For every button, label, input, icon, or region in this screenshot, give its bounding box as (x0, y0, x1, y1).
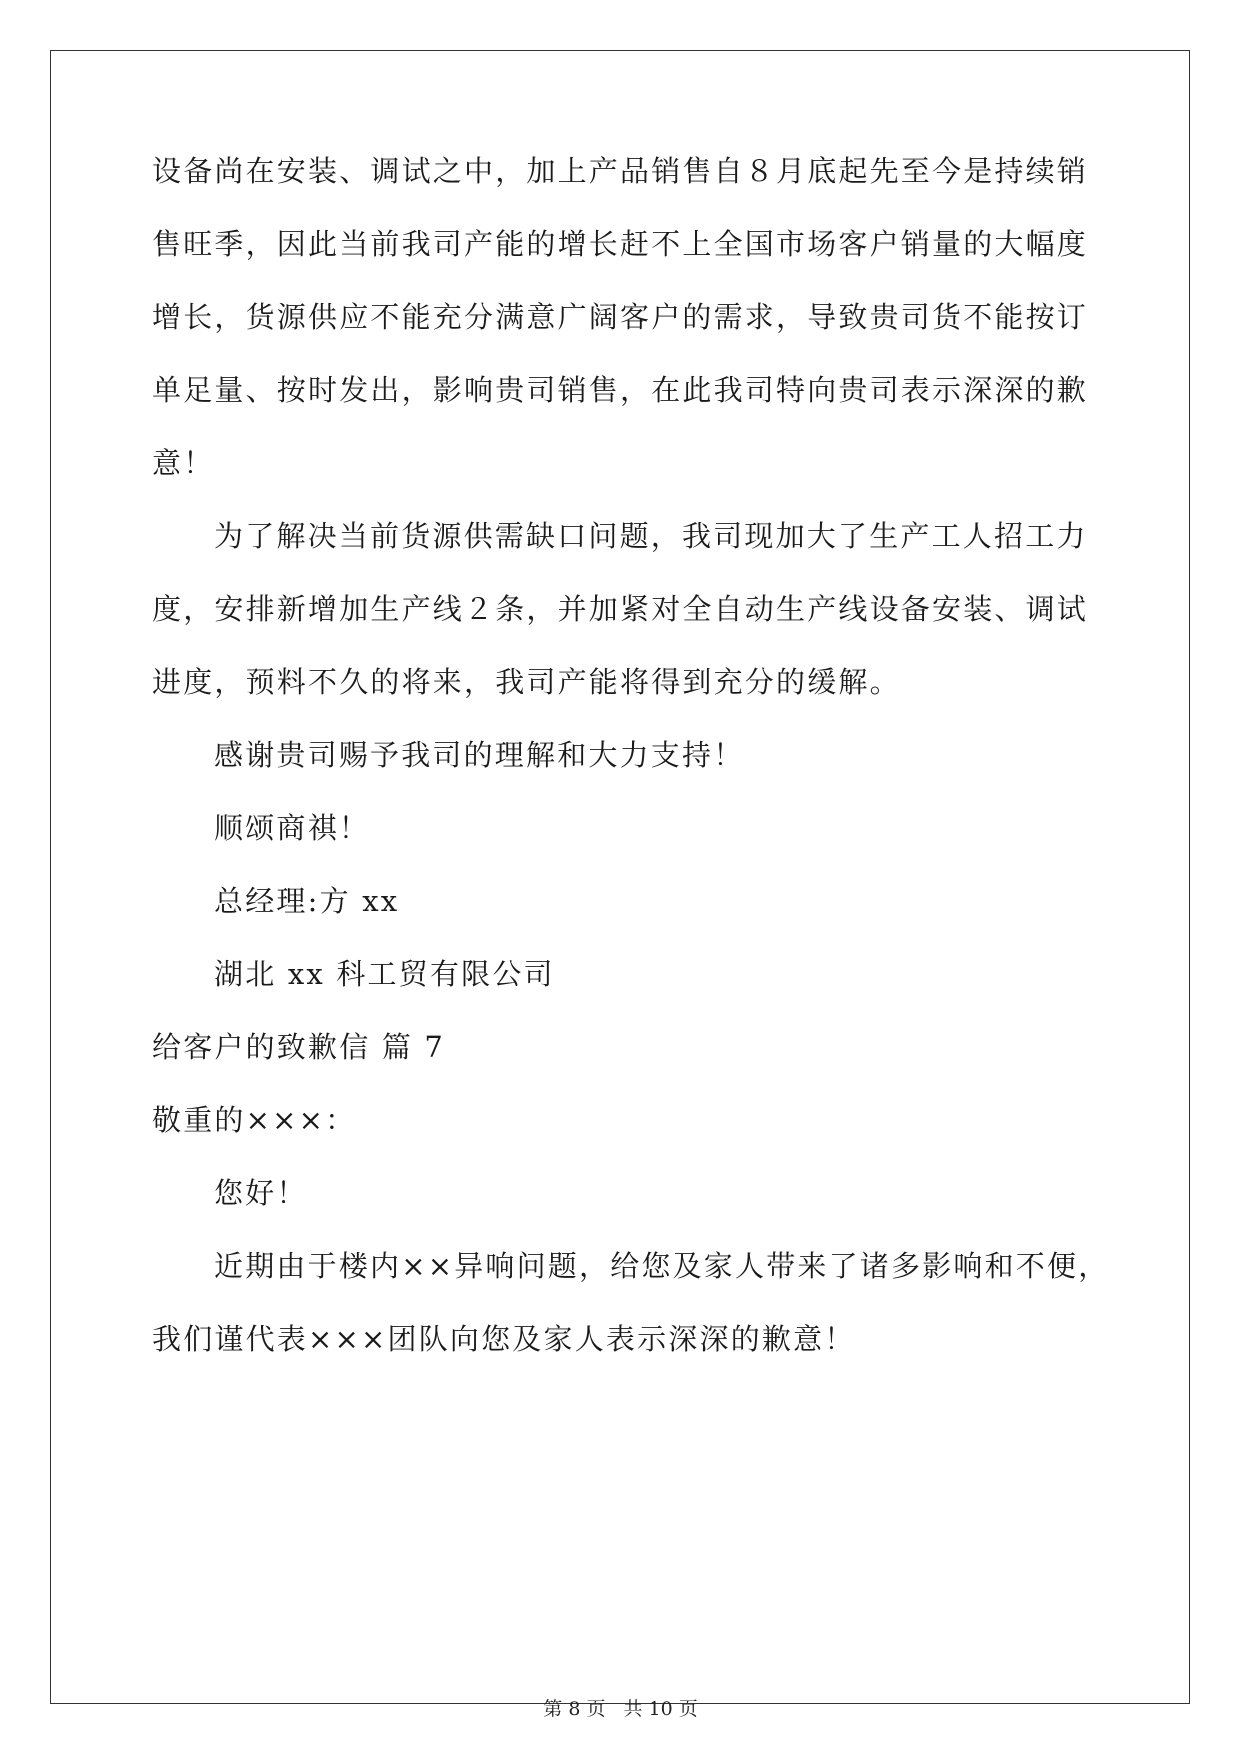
body-line: 意！ (152, 446, 215, 480)
thanks-line: 感谢贵司赐予我司的理解和大力支持！ (214, 738, 745, 772)
body-line: 增长，货源供应不能充分满意广阔客户的需求，导致贵司货不能按订 (152, 300, 1089, 334)
letter-salutation: 敬重的×××： (152, 1103, 357, 1137)
signature-company: 湖北 xx 科工贸有限公司 (214, 957, 555, 991)
section-heading: 给客户的致歉信 篇 7 (152, 1030, 446, 1064)
page-footer (0, 1697, 1241, 1721)
body-line: 设备尚在安装、调试之中，加上产品销售自８月底起先至今是持续销 (152, 154, 1089, 188)
page-number: 第 8 页 (543, 1698, 606, 1720)
signature-name: 总经理:方 xx (214, 884, 400, 918)
greeting: 您好！ (214, 1176, 308, 1210)
body-line: 单足量、按时发出，影响贵司销售，在此我司特向贵司表示深深的歉 (152, 373, 1089, 407)
body-line: 进度，预料不久的将来，我司产能将得到充分的缓解。 (152, 665, 901, 699)
body-line: 售旺季，因此当前我司产能的增长赶不上全国市场客户销量的大幅度 (152, 227, 1089, 261)
closing-salutation: 顺颂商祺！ (214, 811, 371, 845)
paragraph-first-line: 近期由于楼内××异响问题，给您及家人带来了诸多影响和不便， (214, 1249, 1110, 1283)
body-line: 我们谨代表×××团队向您及家人表示深深的歉意！ (152, 1322, 856, 1356)
page-total: 共 10 页 (623, 1698, 698, 1720)
paragraph-first-line: 为了解决当前货源供需缺口问题，我司现加大了生产工人招工力 (214, 519, 1088, 553)
body-line: 度，安排新增加生产线２条，并加紧对全自动生产线设备安装、调试 (152, 592, 1089, 626)
